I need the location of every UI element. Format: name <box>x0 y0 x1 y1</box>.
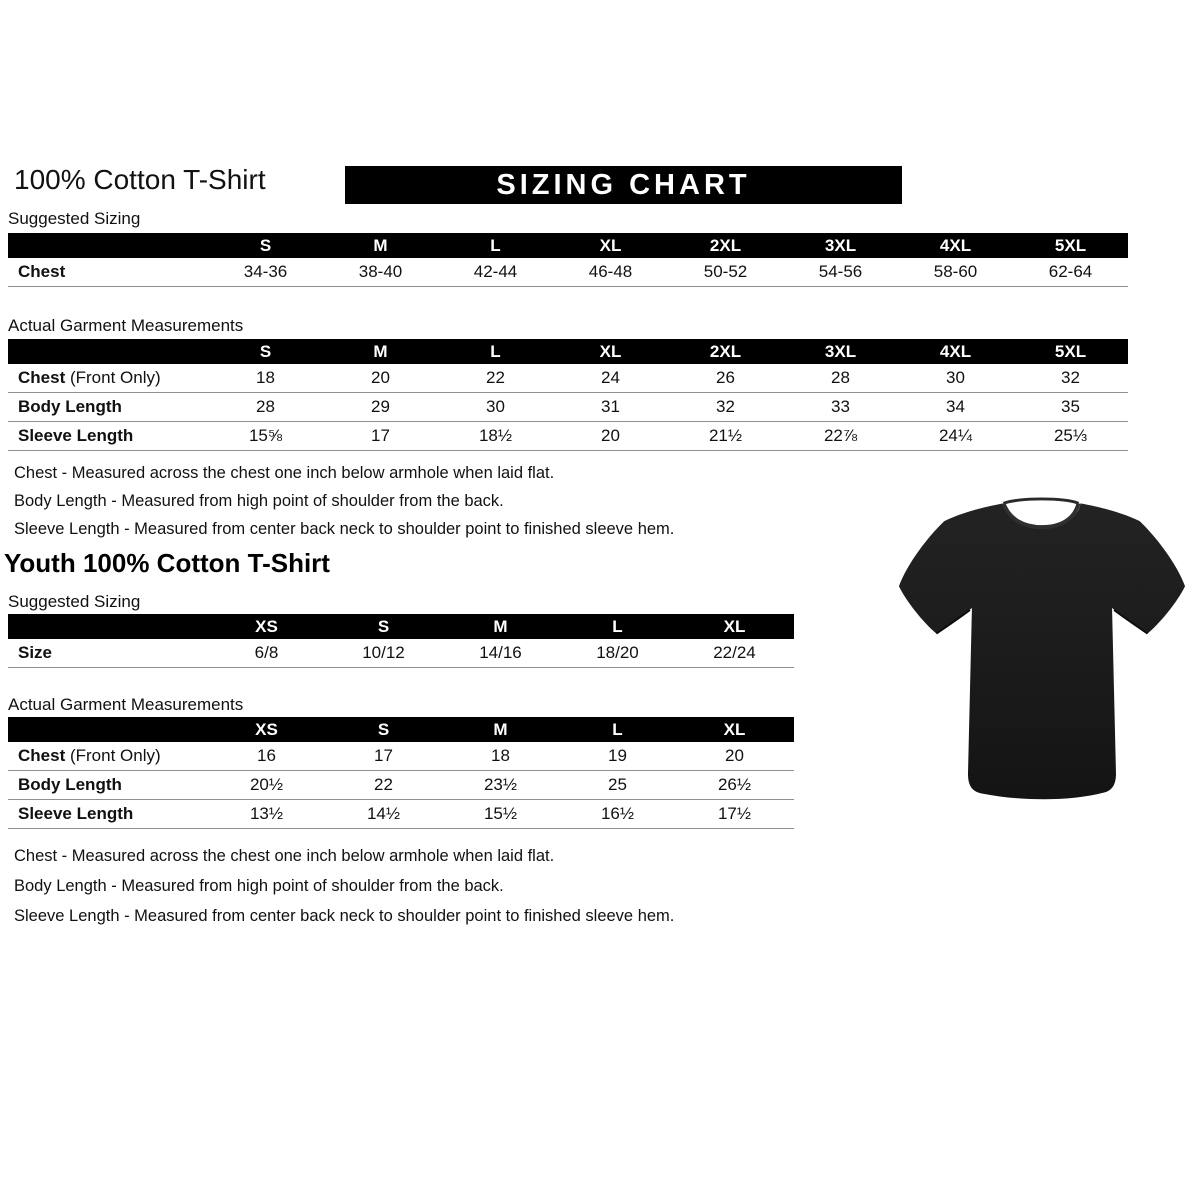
value-cell: 13½ <box>249 804 284 823</box>
value-cell: 50-52 <box>703 262 748 281</box>
row-label-text: Body Length <box>18 775 122 794</box>
row-label-text: Chest <box>18 262 66 281</box>
header-size-cell: 2XL <box>709 341 742 361</box>
row-label-text: Sleeve Length <box>18 426 134 445</box>
page-title: 100% Cotton T-Shirt <box>14 164 266 195</box>
note-body-length: Body Length - Measured from high point of shoulder from the back. <box>14 492 504 510</box>
value-cell: 22 <box>374 775 393 794</box>
header-size-cell: 2XL <box>709 235 742 255</box>
table-header-row <box>8 339 1128 364</box>
row-label-text: Chest <box>18 368 66 387</box>
table-row <box>8 258 1128 287</box>
table-row <box>8 742 794 771</box>
value-cell: 46-48 <box>588 262 633 281</box>
youth-section-title: Youth 100% Cotton T-Shirt <box>4 548 330 578</box>
value-cell: 22/24 <box>713 643 756 662</box>
value-cell: 58-60 <box>933 262 978 281</box>
value-cell: 18 <box>491 746 510 765</box>
table-row <box>8 393 1128 422</box>
table-row <box>8 639 794 668</box>
value-cell: 15⅝ <box>248 426 283 445</box>
note-chest: Chest - Measured across the chest one inch below armhole when laid flat. <box>14 847 555 865</box>
header-size-cell: S <box>377 719 390 739</box>
value-cell: 26 <box>716 368 735 387</box>
value-cell: 42-44 <box>473 262 518 281</box>
header-size-cell: XS <box>255 616 278 636</box>
value-cell: 20½ <box>249 775 284 794</box>
row-label-cell <box>8 775 208 795</box>
value-cell: 15½ <box>483 804 518 823</box>
header-size-cell: XL <box>599 235 622 255</box>
youth-suggested-sizing-table <box>8 614 794 668</box>
header-size-cell: 4XL <box>939 341 972 361</box>
row-label-cell <box>8 746 208 766</box>
adult-suggested-sizing-label: Suggested Sizing <box>8 209 141 228</box>
header-size-cell: L <box>490 235 501 255</box>
row-label-text: Body Length <box>18 397 122 416</box>
header-size-cell: L <box>490 341 501 361</box>
value-cell: 17 <box>374 746 393 765</box>
header-size-cell: M <box>493 616 508 636</box>
header-size-cell: L <box>612 719 623 739</box>
row-label-cell <box>8 397 208 417</box>
header-size-cell: L <box>612 616 623 636</box>
row-label-text: Size <box>18 643 53 662</box>
header-size-cell: 3XL <box>824 341 857 361</box>
youth-suggested-sizing-label: Suggested Sizing <box>8 592 141 611</box>
table-header-row <box>8 233 1128 258</box>
value-cell: 33 <box>831 397 850 416</box>
value-cell: 28 <box>256 397 275 416</box>
value-cell: 14½ <box>366 804 401 823</box>
value-cell: 30 <box>486 397 505 416</box>
value-cell: 20 <box>725 746 744 765</box>
header-size-cell: 5XL <box>1054 235 1087 255</box>
table-row <box>8 364 1128 393</box>
value-cell: 25 <box>608 775 627 794</box>
value-cell: 21½ <box>708 426 743 445</box>
row-label-suffix: (Front Only) <box>65 368 161 387</box>
value-cell: 18/20 <box>596 643 639 662</box>
black-tshirt-image <box>893 476 1189 810</box>
row-label-text: Chest <box>18 746 66 765</box>
row-label-cell <box>8 426 208 446</box>
value-cell: 18 <box>256 368 275 387</box>
value-cell: 16 <box>257 746 276 765</box>
value-cell: 20 <box>371 368 390 387</box>
adult-measurement-notes <box>14 459 674 543</box>
youth-actual-measurements-table <box>8 717 794 829</box>
table-row <box>8 422 1128 451</box>
tshirt-icon <box>893 476 1189 810</box>
row-label-text: Sleeve Length <box>18 804 134 823</box>
header-size-cell: M <box>373 341 388 361</box>
note-sleeve-length: Sleeve Length - Measured from center back neck to shoulder point to finished sleeve hem. <box>14 520 675 538</box>
value-cell: 26½ <box>717 775 752 794</box>
value-cell: 54-56 <box>818 262 863 281</box>
header-size-cell: XL <box>723 616 746 636</box>
note-sleeve-length: Sleeve Length - Measured from center back neck to shoulder point to finished sleeve hem. <box>14 907 675 925</box>
youth-actual-measurements-label: Actual Garment Measurements <box>8 695 244 714</box>
value-cell: 16½ <box>600 804 635 823</box>
row-label-cell <box>8 804 208 824</box>
value-cell: 10/12 <box>362 643 405 662</box>
value-cell: 32 <box>1061 368 1080 387</box>
value-cell: 31 <box>601 397 620 416</box>
value-cell: 29 <box>371 397 390 416</box>
value-cell: 25⅓ <box>1053 426 1088 445</box>
header-size-cell: M <box>373 235 388 255</box>
value-cell: 23½ <box>483 775 518 794</box>
value-cell: 24¼ <box>938 426 973 445</box>
header-size-cell: S <box>259 341 272 361</box>
value-cell: 6/8 <box>254 643 279 662</box>
value-cell: 17 <box>371 426 390 445</box>
value-cell: 38-40 <box>358 262 403 281</box>
row-label-cell <box>8 368 208 388</box>
value-cell: 34-36 <box>243 262 288 281</box>
value-cell: 17½ <box>717 804 752 823</box>
adult-actual-measurements-label: Actual Garment Measurements <box>8 316 244 335</box>
header-size-cell: 5XL <box>1054 341 1087 361</box>
value-cell: 22⅞ <box>823 426 858 445</box>
value-cell: 35 <box>1061 397 1080 416</box>
value-cell: 18½ <box>478 426 513 445</box>
header-size-cell: XL <box>599 341 622 361</box>
value-cell: 24 <box>601 368 620 387</box>
value-cell: 22 <box>486 368 505 387</box>
table-header-row <box>8 614 794 639</box>
value-cell: 62-64 <box>1048 262 1093 281</box>
value-cell: 14/16 <box>479 643 522 662</box>
value-cell: 30 <box>946 368 965 387</box>
adult-actual-measurements-table <box>8 339 1128 451</box>
value-cell: 32 <box>716 397 735 416</box>
value-cell: 28 <box>831 368 850 387</box>
header-size-cell: 3XL <box>824 235 857 255</box>
header-size-cell: XS <box>255 719 278 739</box>
value-cell: 19 <box>608 746 627 765</box>
row-label-cell <box>8 643 208 663</box>
value-cell: 34 <box>946 397 965 416</box>
table-row <box>8 771 794 800</box>
youth-measurement-notes <box>14 841 674 931</box>
header-size-cell: 4XL <box>939 235 972 255</box>
header-size-cell: XL <box>723 719 746 739</box>
table-row <box>8 800 794 829</box>
adult-suggested-sizing-table <box>8 233 1128 287</box>
table-header-row <box>8 717 794 742</box>
header-size-cell: S <box>259 235 272 255</box>
note-body-length: Body Length - Measured from high point of shoulder from the back. <box>14 877 504 895</box>
note-chest: Chest - Measured across the chest one inch below armhole when laid flat. <box>14 464 555 482</box>
row-label-suffix: (Front Only) <box>65 746 161 765</box>
sizing-chart-banner: SIZING CHART <box>345 166 902 204</box>
header-size-cell: S <box>377 616 390 636</box>
row-label-cell <box>8 262 208 282</box>
value-cell: 20 <box>601 426 620 445</box>
header-size-cell: M <box>493 719 508 739</box>
